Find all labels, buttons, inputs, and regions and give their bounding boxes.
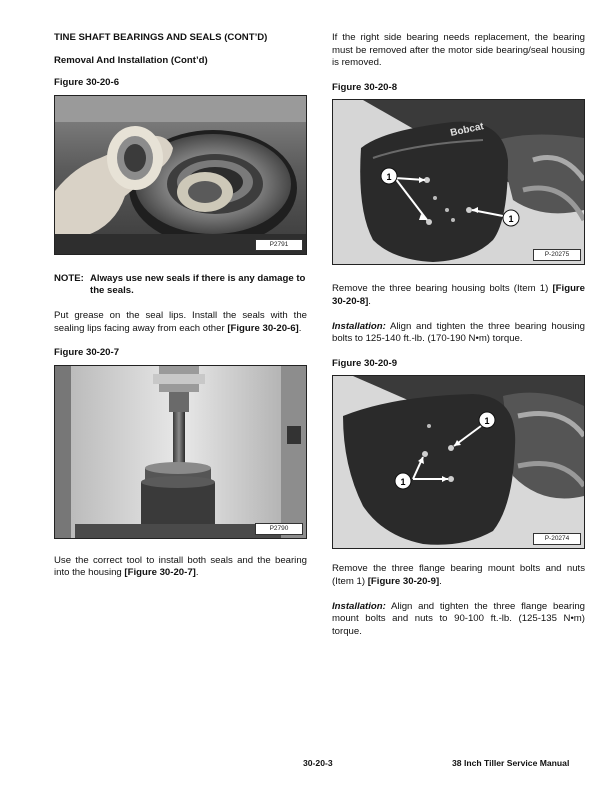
- figure-ref-30-20-6[interactable]: [Figure 30-20-6]: [227, 322, 299, 334]
- figure-ref-30-20-7[interactable]: [Figure 30-20-7]: [124, 567, 196, 579]
- figure-30-20-8-photo: [332, 99, 585, 265]
- figure-label-30-20-8: Figure 30-20-8: [332, 81, 398, 93]
- figure-30-20-7-photo: [54, 365, 307, 539]
- subsection-title: Removal And Installation (Cont’d): [54, 54, 208, 66]
- figure-30-20-9-photo: [332, 375, 585, 549]
- manual-title: 38 Inch Tiller Service Manual: [452, 758, 570, 768]
- install-seals-paragraph: [54, 555, 307, 580]
- remove-flange-bolts-paragraph: [332, 563, 585, 588]
- left-column: [54, 32, 307, 580]
- brand-logo-text: Bobcat: [449, 121, 485, 140]
- figure-label-30-20-7: Figure 30-20-7: [54, 347, 120, 359]
- callout-1-bubble: 1: [400, 477, 406, 488]
- right-intro-paragraph: If the right side bearing needs replacement, the bearing must be removed after the motor side bearing/seal housing is removed.: [332, 32, 585, 69]
- installation-text: Align and tighten the three bearing housing bolts to 125-140 ft.-lb. (170-190 N•m) torque.: [332, 320, 585, 345]
- remove-bolts-text: Remove the three bearing housing bolts (Item 1): [332, 283, 553, 295]
- press-tool-illustration: [55, 366, 306, 538]
- paragraph-end: .: [368, 295, 371, 307]
- section-title: TINE SHAFT BEARINGS AND SEALS (CONT’D): [54, 32, 268, 43]
- note-block: [54, 273, 307, 298]
- installation-label: Installation:: [332, 320, 386, 332]
- paragraph-end: .: [298, 322, 302, 334]
- tiller-bearing-housing-illustration: [333, 100, 584, 264]
- callout-1-bubble: 1: [484, 416, 490, 427]
- photo-id-tag: P2791: [255, 239, 303, 251]
- grease-paragraph-text: Put grease on the seal lips. Install the seals with the sealing lips facing away from each other: [54, 309, 307, 334]
- paragraph-end: .: [439, 575, 442, 587]
- note-text: Always use new seals if there is any damage to the seals.: [90, 272, 306, 297]
- photo-id-tag: P2790: [255, 523, 303, 535]
- remove-bolts-paragraph: [332, 283, 585, 308]
- page-number: 30-20-3: [303, 758, 333, 768]
- remove-flange-bolts-text: Remove the three flange bearing mount bolts and nuts (Item 1): [332, 563, 585, 587]
- installation-label: Installation:: [332, 600, 386, 612]
- figure-ref-30-20-8[interactable]: [Figure 30-20-8]: [332, 283, 585, 307]
- figure-ref-30-20-9[interactable]: [Figure 30-20-9]: [367, 575, 440, 587]
- right-column: [332, 32, 585, 638]
- installation-paragraph-2: [332, 601, 585, 639]
- tiller-flange-bearing-illustration: [333, 376, 584, 548]
- figure-label-30-20-9: Figure 30-20-9: [332, 357, 398, 369]
- installation-paragraph-1: [332, 321, 585, 346]
- note-label: NOTE:: [54, 272, 84, 284]
- grease-paragraph: [54, 310, 307, 335]
- paragraph-end: .: [195, 567, 199, 579]
- photo-id-tag: P-20275: [533, 249, 581, 261]
- figure-label-30-20-6: Figure 30-20-6: [54, 77, 120, 89]
- figure-30-20-6-photo: [54, 95, 307, 255]
- seal-installation-illustration: [55, 96, 306, 254]
- callout-1-bubble: 1: [386, 172, 392, 183]
- photo-id-tag: P-20274: [533, 533, 581, 545]
- installation-text: Align and tighten the three flange bearing mount bolts and nuts to 90-100 ft.-lb. (125-135 N•m) torque.: [332, 600, 585, 637]
- install-seals-text: Use the correct tool to install both seals and the bearing into the housing: [54, 554, 307, 579]
- callout-1-bubble: 1: [508, 214, 514, 225]
